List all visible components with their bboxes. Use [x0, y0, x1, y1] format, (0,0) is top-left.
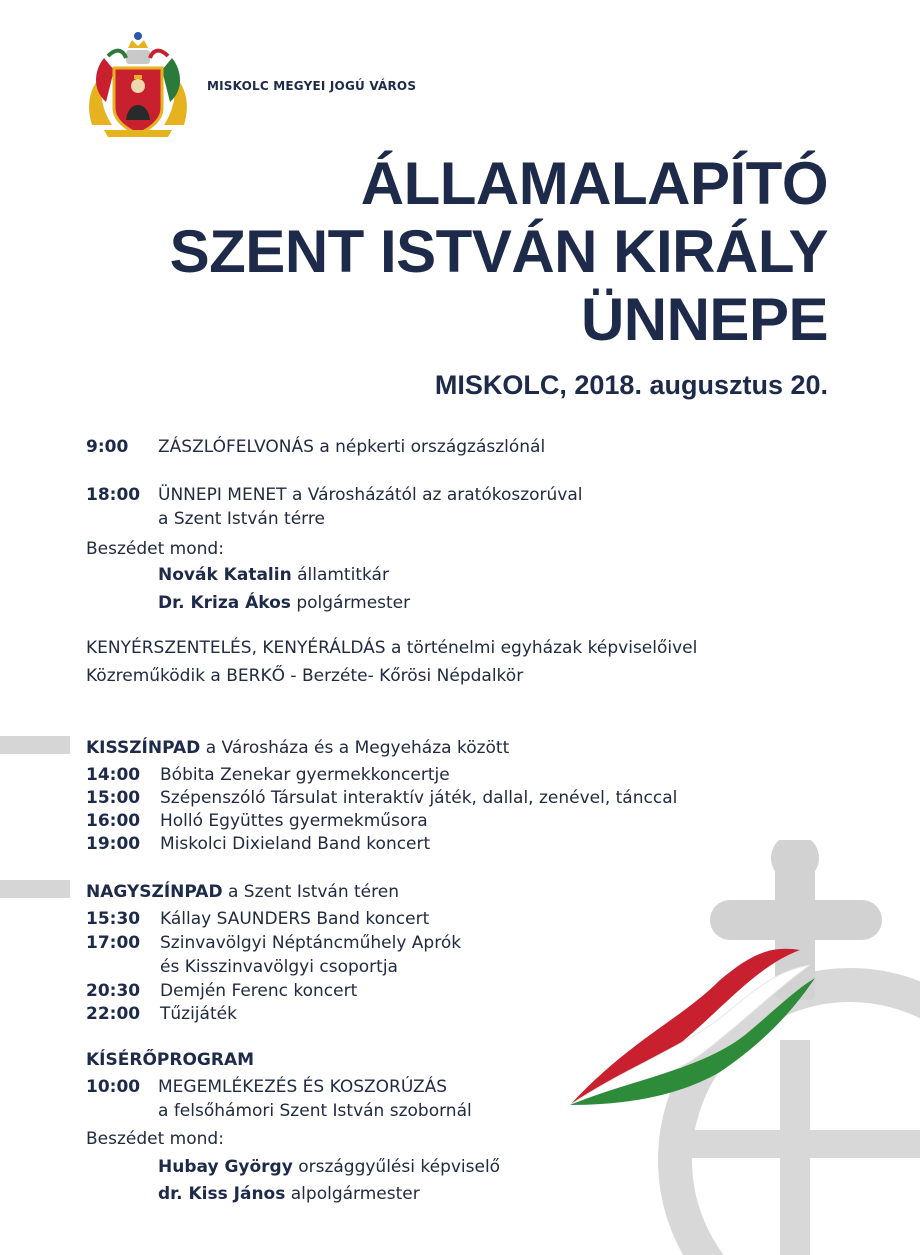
- speaker-role: országgyűlési képviselő: [298, 1157, 501, 1177]
- speaker-name: Novák Katalin: [158, 565, 292, 585]
- event-text: Bóbita Zenekar gyermekkoncertje: [160, 765, 450, 785]
- event-text: Szinvavölgyi Néptáncműhely Aprók: [160, 933, 462, 953]
- section-bar-kisszinpad: [0, 736, 70, 754]
- speaker-1: [158, 564, 389, 587]
- side-program-item: [86, 1076, 447, 1099]
- time: 16:00: [86, 811, 141, 831]
- event-text: Holló Együttes gyermekműsora: [160, 811, 428, 831]
- title-line-1: ÁLLAMALAPÍTÓ: [360, 150, 828, 217]
- small-stage-item-3: [86, 810, 428, 833]
- stage-location: a Szent István téren: [227, 882, 399, 902]
- stage-title: KISSZÍNPAD: [86, 738, 201, 758]
- time: 10:00: [86, 1077, 141, 1097]
- big-stage-item-1: [86, 908, 429, 931]
- speaker-role: alpolgármester: [290, 1184, 420, 1204]
- speaker-name: Dr. Kriza Ákos: [158, 593, 291, 613]
- speaker-2: [158, 592, 410, 615]
- flag-raising-row: [86, 436, 545, 459]
- time: 9:00: [86, 437, 129, 457]
- small-stage-item-2: [86, 787, 677, 810]
- event-text: Miskolci Dixieland Band koncert: [160, 834, 431, 854]
- choir-line: Közreműködik a BERKŐ - Berzéte- Kőrösi Népdalkör: [86, 666, 524, 686]
- cross-and-ribbon-decoration: [560, 840, 920, 1255]
- small-stage-item-1: [86, 764, 450, 787]
- side-program-heading: KÍSÉRŐPROGRAM: [86, 1050, 255, 1070]
- big-stage-item-3: [86, 980, 357, 1003]
- time: 15:00: [86, 788, 141, 808]
- speaker-4: [158, 1183, 420, 1206]
- stage-location: a Városháza és a Megyeháza között: [205, 738, 510, 758]
- side-program-item-continued: a felsőhámori Szent István szobornál: [158, 1101, 472, 1121]
- title-line-3: ÜNNEPE: [580, 286, 828, 353]
- time: 20:30: [86, 981, 141, 1001]
- speaker-role: polgármester: [296, 593, 411, 613]
- title-line-2: SZENT ISTVÁN KIRÁLY: [169, 218, 828, 285]
- time: 22:00: [86, 1004, 141, 1024]
- event-text: ZÁSZLÓFELVONÁS a népkerti országzászlónál: [158, 437, 546, 457]
- event-text: Demjén Ferenc koncert: [160, 981, 358, 1001]
- bread-blessing-line: KENYÉRSZENTELÉS, KENYÉRÁLDÁS a történelmi egyházak képviselőivel: [86, 638, 698, 658]
- big-stage-item-2: [86, 932, 461, 955]
- event-text: Tűzijáték: [160, 1004, 237, 1024]
- big-stage-item-4: [86, 1003, 237, 1026]
- time: 14:00: [86, 765, 141, 785]
- time: 19:00: [86, 834, 141, 854]
- small-stage-item-4: [86, 833, 430, 856]
- section-bar-nagyszinpad: [0, 880, 70, 898]
- speaker-name: Hubay György: [158, 1157, 293, 1177]
- city-name: MISKOLC MEGYEI JOGÚ VÁROS: [207, 79, 417, 93]
- march-row-continued: a Szent István térre: [158, 509, 325, 529]
- march-row: [86, 484, 583, 507]
- event-date: MISKOLC, 2018. augusztus 20.: [434, 370, 828, 400]
- speaker-3: [158, 1156, 500, 1179]
- big-stage-item-2-continued: és Kisszinvavölgyi csoportja: [160, 957, 398, 977]
- stage-title: NAGYSZÍNPAD: [86, 882, 223, 902]
- speech-label: Beszédet mond:: [86, 539, 224, 559]
- big-stage-heading: [86, 881, 399, 904]
- city-coat-of-arms: [84, 30, 192, 140]
- time: 17:00: [86, 933, 141, 953]
- speaker-role: államtitkár: [297, 565, 389, 585]
- speaker-name: dr. Kiss János: [158, 1184, 286, 1204]
- event-text: Szépenszóló Társulat interaktív játék, dallal, zenével, tánccal: [160, 788, 678, 808]
- event-text: Kállay SAUNDERS Band koncert: [160, 909, 430, 929]
- speech-label-2: Beszédet mond:: [86, 1129, 224, 1149]
- event-text: MEGEMLÉKEZÉS ÉS KOSZORÚZÁS: [158, 1077, 448, 1097]
- time: 15:30: [86, 909, 141, 929]
- small-stage-heading: [86, 737, 509, 760]
- event-text: ÜNNEPI MENET a Városházától az aratókoszorúval: [158, 485, 583, 505]
- time: 18:00: [86, 485, 141, 505]
